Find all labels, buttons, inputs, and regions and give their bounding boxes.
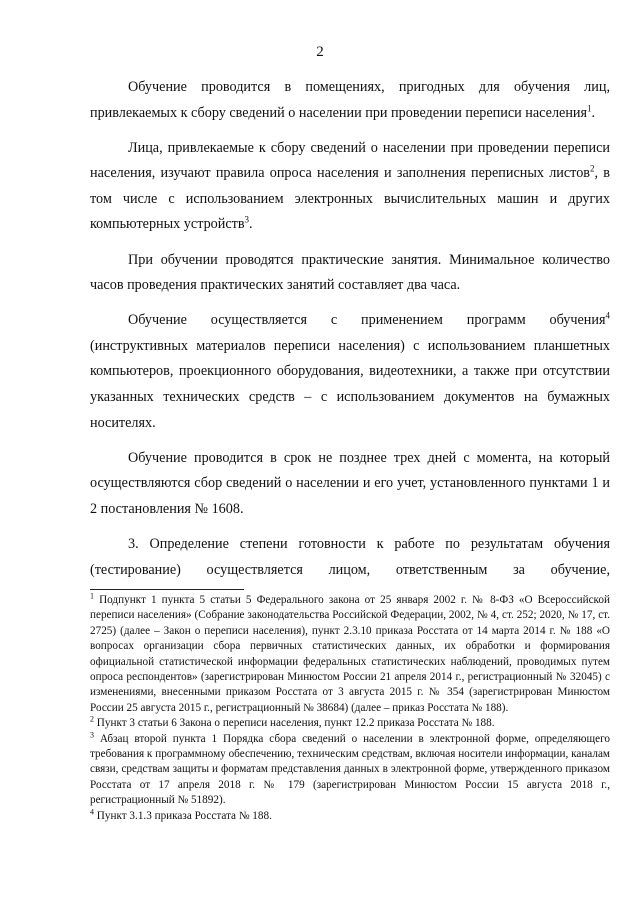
footnote-ref-2[interactable]: 2 <box>590 163 595 174</box>
footnote-number: 3 <box>90 729 94 739</box>
footnote-number: 4 <box>90 806 94 816</box>
footnote-2: $^2$ Пункт 3 статьи 6 Закона о переписи населения, пункт 12.2 приказа Росстата № 188. <box>90 714 495 730</box>
footnote-divider <box>90 589 244 590</box>
paragraph-training-premises: Обучение проводится в помещениях, пригодных для обучения лиц, привлекаемых к сбору сведений о населении при проведении переписи населения$^1$. <box>90 79 610 121</box>
paragraph-training-programs: Обучение осуществляется с применением программ обучения$^4$ (инструктивных материалов переписи населения) с использованием планшетных компьютеров, проекционного оборудования, видеотехники, а также при отсутствии указанных технических средств – с использованием документов на бумажных носителях. <box>90 310 610 431</box>
footnote-3: $^3$ Абзац второй пункта 1 Порядка сбора сведений о населении в электронной форме, определяющего требования к программному обеспечению, техническим средствам, включая носители информации, каналам связи, средствам защиты и форматам представления данных в электронной форме, утвержденного приказом Росстата от 17 апреля 2018 г. № 179 (зарегистрирован Минюстом России 15 августа 2018 г., регистрационный № 51892). <box>90 729 610 807</box>
footnote-ref-3[interactable]: 3 <box>244 214 250 225</box>
footnote-1: $^1$ Подпункт 1 пункта 5 статьи 5 Федерального закона от 25 января 2002 г. № 8-ФЗ «О Всероссийской переписи населения» (Собрание законодательства Российской Федерации, 2002, № 4, ст. 252; 2020, № 17, ст. 2725) (далее – Закон о переписи населения), пункт 2.3.10 приказа Росстата от 14 марта 2014 г. № 188 «О вопросах организации сбора первичных статистических данных, их обработки и формирования официальной статистической информации федеральных статистических наблюдений, проводимых путем опроса респондентов» (зарегистрирован Минюстом России 21 апреля 2014 г., регистрационный № 32045) с изменениями, внесенными приказом Росстата от 3 августа 2015 г. № 354 (зарегистрирован Минюстом России 25 августа 2015 г., регистрационный № 38684) (далее – приказ Росстата № 188). <box>90 591 610 714</box>
paragraph-survey-rules: Лица, привлекаемые к сбору сведений о населении при проведении переписи населения, изучают правила опроса населения и заполнения переписных листов$^2$, в том числе с использованием электронных вычислительных машин и других компьютерных устройств$^3$. <box>90 139 610 233</box>
page-number: 2 <box>316 44 324 60</box>
paragraph-training-deadline: Обучение проводится в срок не позднее трех дней с момента, на который осуществляются сбор сведений о населении и его учет, установленного пунктами 1 и 2 постановления № 1608. <box>90 449 610 517</box>
main-text <box>90 75 610 593</box>
footnote-ref-4[interactable]: 4 <box>605 310 610 321</box>
footnote-ref-1[interactable]: 1 <box>587 102 592 113</box>
paragraph-practical-sessions: При обучении проводятся практические занятия. Минимальное количество часов проведения практических занятий составляет два часа. <box>90 251 610 294</box>
footnote-number: 2 <box>90 714 94 724</box>
footnote-number: 1 <box>90 591 94 601</box>
paragraph-testing: 3. Определение степени готовности к работе по результатам обучения (тестирование) осуществляется лицом, ответственным за обучение, <box>90 536 610 578</box>
footnote-4: $^4$ Пункт 3.1.3 приказа Росстата № 188. <box>90 806 272 822</box>
footnotes-section <box>90 593 610 824</box>
